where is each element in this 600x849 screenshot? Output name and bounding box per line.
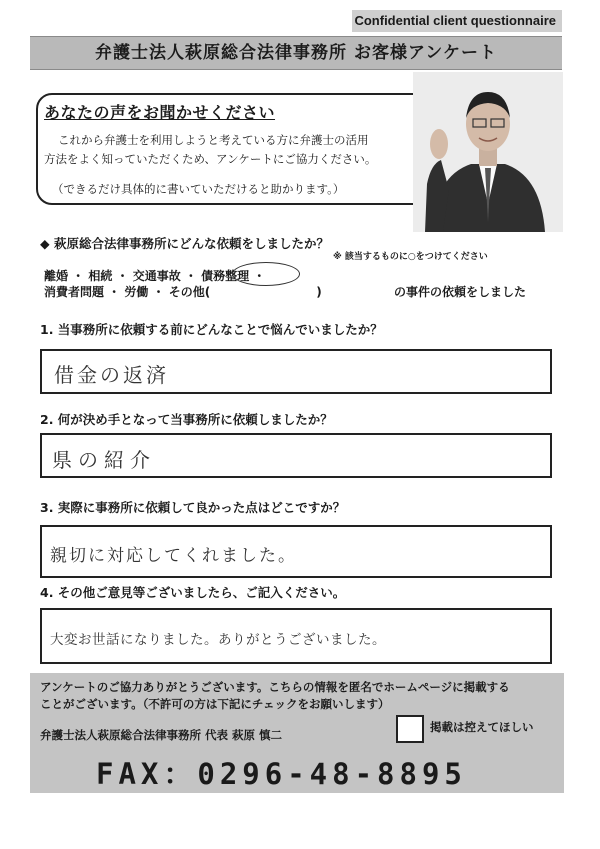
- lawyer-portrait-image: [413, 72, 563, 232]
- intro-line-1: これから弁護士を利用しようと考えている方に弁護士の活用: [58, 133, 369, 147]
- question-4-label: 4. その他ご意見等ございましたら、ご記入ください。: [40, 585, 346, 600]
- no-publish-checkbox[interactable]: [396, 715, 424, 743]
- no-publish-label: 掲載は控えてほしい: [430, 720, 534, 734]
- lawyer-photo: [413, 72, 563, 232]
- answer-3-box[interactable]: [40, 525, 552, 578]
- answer-4-box[interactable]: [40, 608, 552, 664]
- firm-representative: 弁護士法人萩原総合法律事務所 代表 萩原 慎二: [40, 728, 283, 742]
- question-1-label: 1. 当事務所に依頼する前にどんなことで悩んでいましたか？: [40, 322, 383, 337]
- intro-line-2: 方法をよく知っていただくため、アンケートにご協力ください。: [44, 152, 377, 166]
- answer-4-text: 大変お世話になりました。ありがとうございました。: [50, 632, 386, 648]
- selected-option-circle: [232, 262, 300, 286]
- answer-2-box[interactable]: [40, 433, 552, 478]
- answer-1-text: 借金の返済: [54, 363, 169, 387]
- intro-heading: あなたの声をお聞かせください: [44, 103, 276, 122]
- case-question-text: 萩原総合法律事務所にどんな依頼をしましたか？: [53, 236, 329, 251]
- case-options-row-1: 離婚 ・ 相続 ・ 交通事故 ・ 債務整理 ・: [44, 269, 266, 283]
- circle-instruction: ※ 該当するものに○をつけてください: [333, 252, 488, 262]
- case-options-row-2: [44, 283, 322, 300]
- answer-3-text: 親切に対応してくれました。: [50, 546, 297, 566]
- case-question: ◆ 萩原総合法律事務所にどんな依頼をしましたか？: [40, 236, 329, 251]
- footer-thanks-line-1: アンケートのご協力ありがとうございます。こちらの情報を匿名でホームページに掲載する: [40, 680, 510, 694]
- intro-note: （できるだけ具体的に書いていただけると助かります。）: [52, 182, 345, 196]
- question-3-label: 3. 実際に事務所に依頼して良かった点はどこですか？: [40, 500, 346, 515]
- confidential-tag: Confidential client questionnaire: [352, 10, 562, 32]
- answer-2-text: 県の紹介: [52, 448, 156, 472]
- intro-text: [44, 131, 428, 169]
- other-close-paren: ): [316, 285, 322, 299]
- answer-1-box[interactable]: [40, 349, 552, 394]
- page-title: 弁護士法人萩原総合法律事務所 お客様アンケート: [30, 36, 562, 70]
- footer-thanks-line-2: ことがございます。（不許可の方は下記にチェックをお願いします）: [40, 697, 390, 711]
- question-2-label: 2. 何が決め手となって当事務所に依頼しましたか？: [40, 412, 333, 427]
- case-options-row-2-text: 消費者問題 ・ 労働 ・ その他(: [44, 285, 211, 299]
- fax-number: FAX：0296-48-8895: [96, 757, 467, 791]
- case-suffix: の事件の依頼をしました: [394, 285, 527, 299]
